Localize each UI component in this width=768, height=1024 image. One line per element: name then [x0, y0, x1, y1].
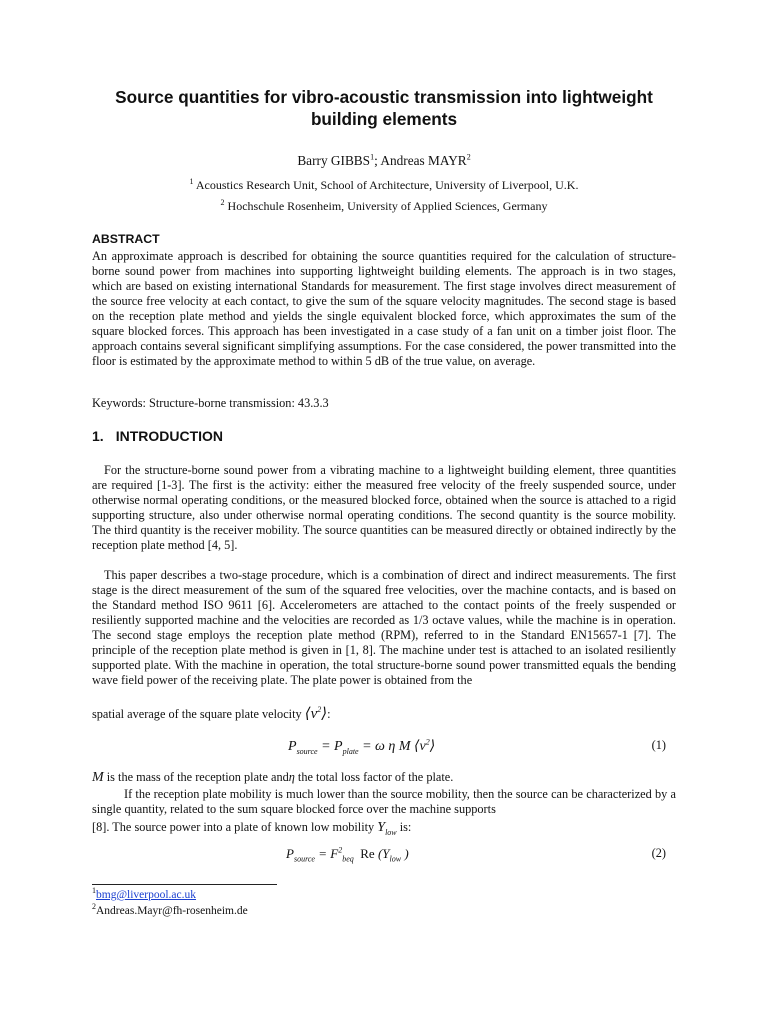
equation-1: [92, 738, 676, 760]
spatial-average-line: spatial average of the square plate velocity $⟨v^2⟩$:: [92, 705, 331, 722]
affiliation-2: [0, 199, 768, 214]
low-mobility-line: [92, 820, 676, 837]
equation-2-formula: $P_{source} = F^2_{beq}$ Re ($Y_{low}$ ): [286, 845, 409, 864]
mass-definition-text: is the mass of the reception plate and: [103, 770, 289, 784]
equation-2-number: (2): [651, 846, 666, 860]
spatial-average-text: spatial average of the square plate velocity: [92, 707, 302, 721]
equation-1-formula: $P_{source} = P_{plate} = \omega$ η M $⟨v^2⟩$: [288, 737, 436, 756]
affiliation-1-text: Acoustics Research Unit, School of Architecture, University of Liverpool, U.K.: [193, 178, 579, 192]
section-title: INTRODUCTION: [115, 428, 224, 444]
footnote-1-email-link[interactable]: bmg@liverpool.ac.uk: [96, 889, 197, 901]
section-heading: [92, 428, 235, 444]
abstract-text: An approximate approach is described for obtaining the source quantities required for the calculation of structure-borne sound power from machines into supporting lightweight building elements. The approach is in two stages, which are based on existing international Standards for measurement. The first stage involves direct measurement of the source free velocity at each contact, to give the sum of the square velocity magnitudes. The second stage is based on the reception plate method and yields the single equivalent blocked force, which approximates the sum of the square blocked forces. This approach has been investigated in a case study of a fan unit on a timber joist floor. The approach contains several significant simplifying assumptions. For the case considered, the power transmitted into the floor is estimated by the approximate method to within 5 dB of the true value, on average.: [92, 249, 676, 369]
footnote-2-email: Andreas.Mayr@fh-rosenheim.de: [96, 905, 248, 917]
author-separator: ;: [374, 153, 381, 168]
eta-symbol: η: [288, 770, 295, 784]
abstract-heading: ABSTRACT: [92, 232, 160, 246]
author-2-sup: 2: [466, 152, 471, 162]
equation-2: [92, 846, 676, 868]
footnote-2: [92, 902, 248, 917]
keywords: Keywords: Structure-borne transmission: 43.3.3: [92, 396, 329, 410]
low-mobility-text: [8]. The source power into a plate of known low mobility: [92, 820, 375, 834]
affiliation-1-sup: 1: [189, 177, 194, 186]
section-number: 1.: [92, 428, 104, 444]
intro-paragraph-3: If the reception plate mobility is much lower than the source mobility, then the source can be characterized by a single quantity, related to the sum square blocked force over the machine supports: [92, 787, 676, 817]
velocity-average-symbol: $⟨v^2⟩$: [304, 705, 328, 722]
author-2: Andreas MAYR: [380, 153, 467, 168]
loss-factor-text: the total loss factor of the plate.: [294, 770, 454, 784]
equation-1-number: (1): [651, 738, 666, 752]
intro-paragraph-1: For the structure-borne sound power from a vibrating machine to a lightweight building element, three quantities are required [1-3]. The first is the activity: either the measured free velocity of the freely suspended source, under otherwise normal operating conditions, or the measured blocked force, obtained when the source is attached to a rigid supporting structure, also under otherwise normal operating conditions. The second quantity is the source mobility. The third quantity is the receiver mobility. The source quantities can be measured directly or obtained indirectly by the reception plate method [4, 5].: [92, 463, 676, 553]
paper-title: Source quantities for vibro-acoustic transmission into lightweight building elements: [115, 87, 653, 129]
affiliation-2-text: Hochschule Rosenheim, University of Applied Sciences, Germany: [224, 199, 548, 213]
author-1: Barry GIBBS: [297, 153, 371, 168]
author-1-sup: 1: [370, 152, 375, 162]
affiliation-2-sup: 2: [220, 198, 225, 207]
mass-definition-line: [92, 770, 676, 786]
y-low-symbol: $Y_{low}$: [377, 820, 397, 837]
affiliation-1: [0, 178, 768, 193]
footnote-2-sup: 2: [92, 902, 96, 912]
low-mobility-end: is:: [399, 820, 412, 834]
author-line: [0, 153, 768, 169]
footnote-1-sup: 1: [92, 886, 96, 896]
footnote-1: [92, 886, 197, 901]
intro-paragraph-2: This paper describes a two-stage procedure, which is a combination of direct and indirect measurements. The first stage is the direct measurement of the sum of the squared free velocities, over the machine contacts, and is based on the Standard method ISO 9611 [6]. Accelerometers are attached to the contact points of the freely suspended or resiliently supported machine and the velocities are recorded as 1/3 octave values, while the machine is in operation. The second stage employs the reception plate method (RPM), referred to in the Standard EN15657-1 [7]. The principle of the reception plate method is given in [1, 8]. The machine under test is attached to an isolated resiliently supported plate. With the machine in operation, the total structure-borne sound power transmitted equals the bending wave field power of the receiving plate. The plate power is obtained from the: [92, 568, 676, 688]
footnote-divider: [92, 884, 277, 885]
mass-symbol: M: [92, 770, 104, 785]
